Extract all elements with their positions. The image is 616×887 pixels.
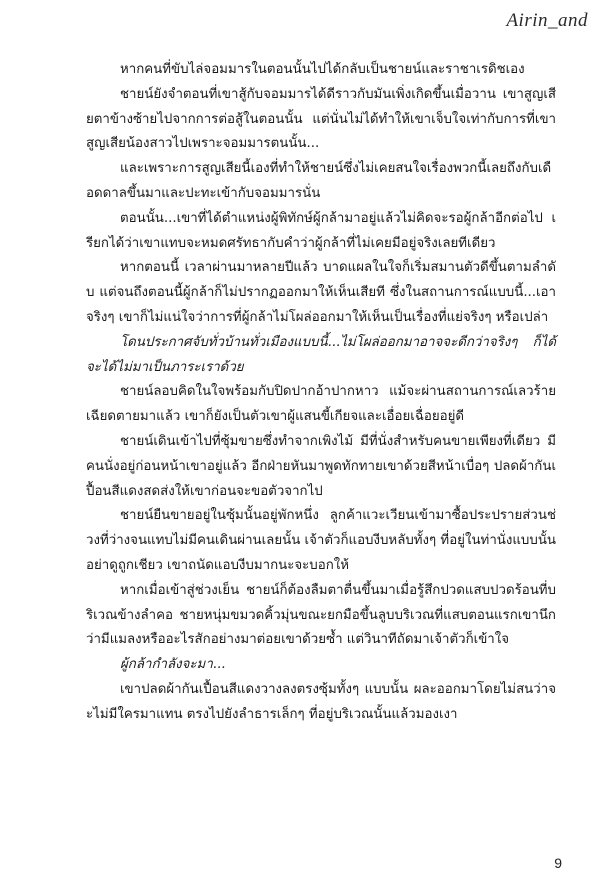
- paragraph: ชายน์ยังจำตอนที่เขาสู้กับจอมมารได้ดีราวกับมันเพิ่งเกิดขึ้นเมื่อวาน เขาสูญเสียตาข้างซ้ายไปจากการต่อสู้ในตอนนั้น แต่นั่นไม่ได้ทำให้เขาเจ็บใจเท่ากับการที่เขาสูญเสียน้องสาวไปเพราะจอมมารตนนั้น...: [86, 86, 556, 152]
- paragraph: หากตอนนี้ เวลาผ่านมาหลายปีแล้ว บาดแผลในใจก็เริ่มสมานตัวดีขึ้นตามลำดับ แต่จนถึงตอนนี้ผู้กล้าก็ไม่ปรากฏออกมาให้เห็นเสียที ซึ่งในสถานการณ์แบบนี้...เอาจริงๆ เขาก็ไม่แน่ใจว่าการที่ผู้กล้าไม่โผล่ออกมาให้เห็นเป็นเรื่องที่แย่จริงๆ หรือเปล่า: [86, 260, 556, 325]
- paragraph: หากเมื่อเข้าสู่ช่วงเย็น ชายน์ก็ต้องลืมตาตื่นขึ้นมาเมื่อรู้สึกปวดแสบปวดร้อนที่บริเวณข้างลำคอ ชายหนุ่มขมวดคิ้วมุ่นขณะยกมือขึ้นลูบบริเวณที่แสบตอนแรกเขานึกว่ามีแมลงหรืออะไรสักอย่างมาต่อยเขาด้วยซ้ำ แต่วินาทีถัดมาเจ้าตัวก็เข้าใจ: [86, 582, 556, 648]
- paragraph: เขาปลดผ้ากันเปื้อนสีแดงวางลงตรงซุ้มทั้งๆ แบบนั้น ผละออกมาโดยไม่สนว่าจะไม่มีใครมาแทน ตรงไปยังลำธารเล็กๆ ที่อยู่บริเวณนั้นแล้วมองเงา: [86, 681, 556, 722]
- page-body: [86, 58, 556, 728]
- paragraph-thought: ผู้กล้ากำลังจะมา...: [120, 657, 226, 673]
- paragraph: ชายน์เดินเข้าไปที่ซุ้มขายซึ่งทำจากเพิงไม้ มีที่นั่งสำหรับคนขายเพียงที่เดียว มีคนนั่งอยู่ก่อนหน้าเขาอยู่แล้ว อีกฝ่ายหันมาพูดทักทายเขาด้วยสีหน้าเบื่อๆ ปลดผ้ากันเปื้อนสีแดงสดส่งให้เขาก่อนจะขอตัวจากไป: [86, 433, 556, 499]
- brand-signature: Airin_and: [506, 10, 588, 31]
- page-number: 9: [554, 855, 562, 871]
- paragraph: ชายน์ยืนขายอยู่ในซุ้มนั้นอยู่พักหนึ่ง ลูกค้าแวะเวียนเข้ามาซื้อประปรายส่วนช่วงที่ว่างจนแทบไม่มีคนเดินผ่านเลยนั้น เจ้าตัวก็แอบงีบหลับทั้งๆ ที่อยู่ในท่านั่งแบบนั้น อย่าดูถูกเชียว เขาถนัดแอบงีบมากนะจะบอกให้: [86, 508, 556, 573]
- paragraph: ตอนนั้น...เขาที่ได้ตำแหน่งผู้พิทักษ์ผู้กล้ามาอยู่แล้วไม่คิดจะรอผู้กล้าอีกต่อไป เรียกได้ว่าเขาแทบจะหมดศรัทธากับคำว่าผู้กล้าที่ไม่เคยมีอยู่จริงเลยทีเดียว: [86, 210, 556, 251]
- paragraph-thought: โดนประกาศจับทั่วบ้านทั่วเมืองแบบนี้...ไม่โผล่ออกมาอาจจะดีกว่าจริงๆ ก็ได้ จะได้ไม่มาเป็นภาระเราด้วย: [86, 334, 556, 375]
- paragraph: หากคนที่ขับไล่จอมมารในตอนนั้นไปได้กลับเป็นชายน์และราชาเรดิชเอง: [120, 62, 525, 77]
- paragraph: ชายน์ลอบคิดในใจพร้อมกับปิดปากอ้าปากหาว แม้จะผ่านสถานการณ์เลวร้าย เฉียดตายมาแล้ว เขาก็ยังเป็นตัวเขาผู้แสนขี้เกียจและเอื่อยเฉื่อยอยู่ดี: [86, 384, 556, 425]
- paragraph: และเพราะการสูญเสียนี้เองที่ทำให้ชายน์ซึ่งไม่เคยสนใจเรื่องพวกนี้เลยถึงกับเดือดดาลขึ้นมาและปะทะเข้ากับจอมมารนั่น: [86, 161, 552, 201]
